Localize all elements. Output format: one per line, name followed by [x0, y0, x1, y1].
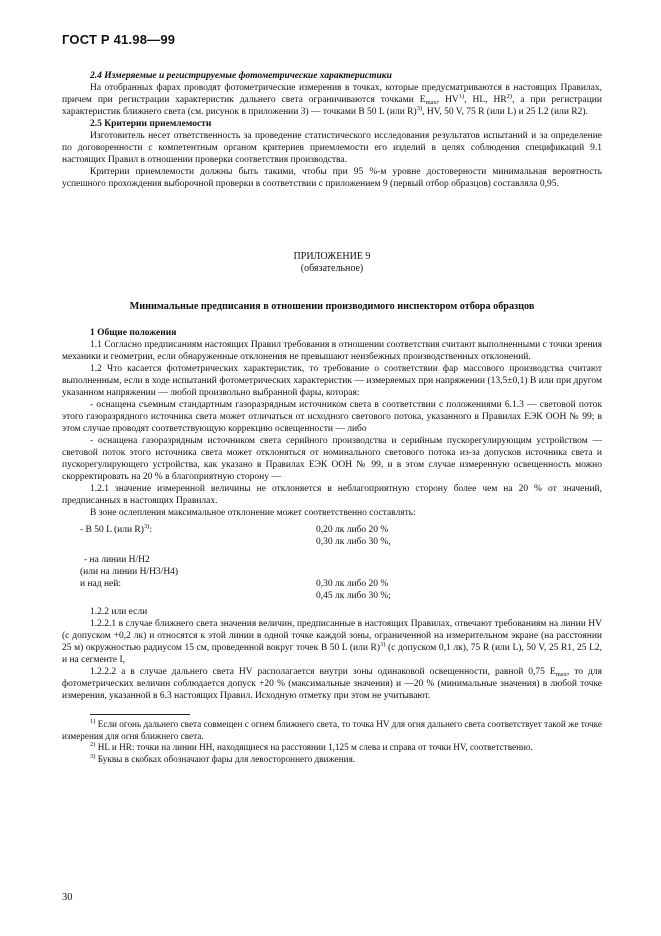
paragraph-1-1: 1.1 Согласно предписаниям настоящих Правил требования в отношении соответствия считают выполненными с точки зрения механики и геометрии, если обнаруженные отклонения не превышают неизбежных производственных отклонений. — [62, 340, 602, 362]
bullet-removable-source: - оснащена съемным стандартным газоразрядным источником света в соответствии с положениями 6.1.3 — световой поток этого газоразрядного источника света может отличаться от исходного светового потока, указанного в Правилах ЕЭК ООН № 99; в этом случае проводят соответствующую коррекцию освещенности — либо — [62, 400, 602, 434]
appendix-title: Минимальные предписания в отношении производимого инспектором отбора образцов — [129, 301, 535, 312]
document-header: ГОСТ Р 41.98—99 — [62, 32, 176, 47]
section-2-4-heading: 2.4 Измеряемые и регистрируемые фотометрические характеристики — [90, 71, 392, 81]
section-2-5-paragraph-2: Критерии приемлемости должны быть такими, чтобы при 95 %-м уровне достоверности минимальная вероятность успешного прохождения выборочной проверки в соответствии с приложением 9 (первый отбор образцов) составляла 0,95. — [62, 167, 602, 189]
bullet-serial-source: - оснащена газоразрядным источником света серийного производства и серийным пускорегулирующим устройством — световой поток этого источника света может отклоняться от номинального светового потока из-за допусков источника света и пускорегулирующего устройства, как указано в Правилах ЕЭК ООН № 99, и в этом случае измеренную освещенность можно скорректировать на 20 % в благоприятную сторону — — [62, 436, 602, 482]
glare-zone-intro: В зоне ослепления максимальное отклонение может соответственно составлять: — [90, 508, 416, 518]
section-2-5-heading: 2.5 Критерии приемлемости — [90, 119, 212, 129]
appendix-status: (обязательное) — [300, 263, 364, 274]
footnote-3: $^{3)}$ Буквы в скобках обозначают фары для левостороннего движения. — [90, 752, 356, 764]
paragraph-1-2-2-1: 1.2.2.1 в случае ближнего света значения величин, предписанные в настоящих Правилах, отвечают требованиям на линии HV (с допуском +0,2 лк) и относятся к этой линии в одной точке каждой зоны, ограниченной на измерительном экране (на расстоянии 25 м) окружностью радиусом 15 см, проведенной вокруг точек В 50 L (или R)$^{3)}$ (с допуском 0,1 лк), 75 R (или L), 50 V, 25 R1, 25 L2, и на сегменте I, — [62, 619, 602, 665]
paragraph-1-2-2-2: 1.2.2.2 а в случае дальнего света HV располагается внутри зоны одинаковой освещенности, равной 0,75 $E_{max}$, то для фотометрических величин соблюдается допуск +20 % (максимальные значения) и —20 % (минимальные значения) в любой точке измерения, указанной в 6.3 настоящих Правил. Исходную отметку при этом не учитывают. — [62, 667, 602, 701]
section-2-4-paragraph: На отобранных фарах проводят фотометрические измерения в точках, которые предусматриваются в настоящих Правилах, причем при регистрации характеристик дальнего света ограничиваются точками $E_{max}$, HV$^{1)}$, HL, HR$^{2)}$, а при регистрации характеристик ближнего света (см. рисунок в приложении 3) — точками B 50 L (или R)$^{3)}$, HV, 50 V, 75 R (или L) и 25 L2 (или R2). — [62, 83, 602, 117]
line-tolerance-2: 0,45 лк либо 30 %; — [316, 591, 391, 601]
paragraph-1-2-2: 1.2.2 или если — [90, 607, 148, 617]
footnote-1: $^{1)}$ Если огонь дальнего света совмещен с огнем ближнего света, то точка HV для огня дальнего света соответствует такой же точке измерения для огня ближнего света. — [62, 718, 602, 741]
paragraph-1-2: 1.2 Что касается фотометрических характеристик, то требование о соответствии фар массового производства считают выполненным, если в ходе испытаний фотометрических характеристик — измеряемых при напряжении (13,5±0,1) В или при другом указанном напряжении — любой произвольно выбранной фары, которая: — [62, 364, 602, 398]
tolerance-row-line: - на линии H/H2 (или на линии H/H3/H4) и над ней: 0,30 лк либо 20 % 0,45 лк либо 30 %; — [62, 554, 602, 602]
b50-tolerance-2: 0,30 лк либо 30 %, — [316, 537, 391, 547]
footnote-divider — [90, 714, 190, 715]
page-number: 30 — [62, 892, 73, 903]
paragraph-1-2-1: 1.2.1 значение измеренной величины не отклоняется в неблагоприятную сторону более чем на 20 % от значений, предписанных в настоящих Правилах. — [62, 484, 602, 506]
section-2-5-paragraph-1: Изготовитель несет ответственность за проведение статистического исследования результатов испытаний и за определение по договоренности с компетентным органом критериев приемлемости его изделий в целях соблюдения спецификаций 9.1 настоящих Правил в отношении проверки соответствия производства. — [62, 131, 602, 165]
appendix-label: ПРИЛОЖЕНИЕ 9 — [293, 251, 371, 262]
document-body — [62, 70, 602, 765]
tolerance-row-b50: - В 50 L (или R)$^{3)}$: 0,20 лк либо 20 % 0,30 лк либо 30 %, — [62, 524, 602, 548]
b50-tolerance-1: 0,20 лк либо 20 % — [316, 525, 389, 535]
line-tolerance-1: 0,30 лк либо 20 % — [316, 579, 389, 589]
section-1-heading: 1 Общие положения — [90, 328, 177, 338]
footnote-2: $^{2)}$ HL и HR: точки на линии HH, находящиеся на расстоянии 1,125 м слева и справа от точки HV, соответственно. — [90, 741, 533, 752]
